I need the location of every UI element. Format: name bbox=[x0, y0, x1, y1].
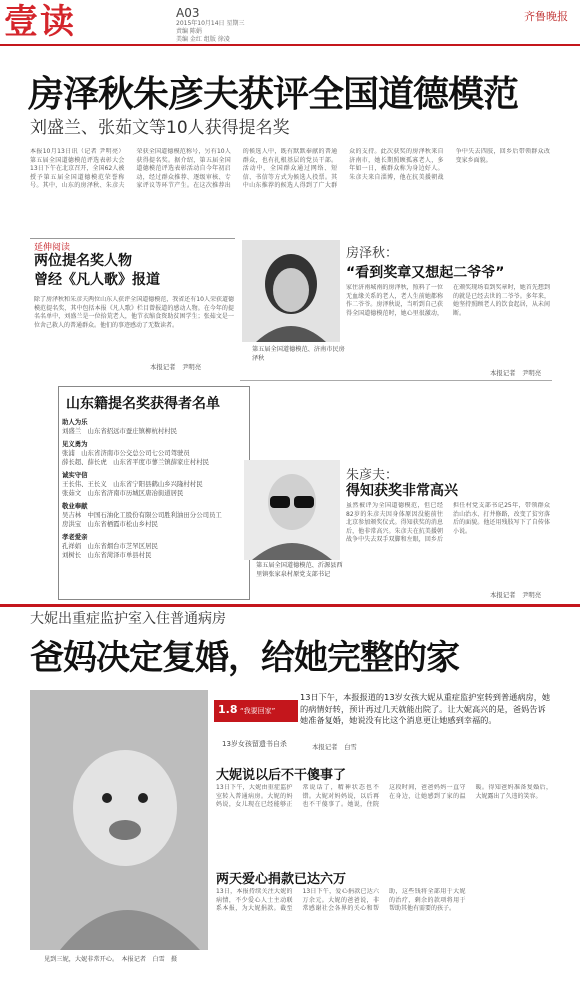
profile2-kicker: 朱彦夫： bbox=[346, 468, 399, 483]
extended-reading-label: 延伸阅读 bbox=[34, 243, 71, 253]
profile2-byline: 本报记者 尹明亮 bbox=[490, 591, 542, 599]
awards-list bbox=[62, 418, 244, 560]
story2-section2-body: 13日，本报持续关注大妮的病情，不少爱心人士主动联系本报，为大妮捐款。截至13日下午，爱心捐款已达六万余元。大妮的爸爸说，非常感谢社会各界的关心和帮助，这些钱将全部用于大妮的治疗，剩余的款项将用于帮助其他有需要的孩子。 bbox=[216, 888, 466, 913]
story2-section2-title: 两天爱心捐款已达六万 bbox=[216, 872, 347, 887]
awards-category bbox=[62, 418, 244, 436]
portrait-photo-fang bbox=[242, 240, 340, 342]
masthead-info bbox=[176, 20, 244, 44]
top-rule bbox=[0, 44, 580, 46]
category-people: 吴吉林 中国石油化工股份有限公司胜利油田分公司员工 房洪宝 山东省栖霞市松山乡村民 bbox=[62, 511, 222, 528]
story2-headline: 爸妈决定复婚，给她完整的家 bbox=[30, 638, 459, 678]
lead-subhead: 刘盛兰、张茹文等10人获得提名奖 bbox=[30, 118, 290, 138]
category-name: 见义勇为 bbox=[62, 440, 88, 448]
extended-reading-body: 除了房泽秋和朱彦夫两位山东人获评全国道德模范，我省还有10人荣获道德模范提名奖，其中包括本报《凡人歌》栏目曾报道的感动人物。在今年的提名名单中，刘盛兰是一位拾荒老人，他节衣缩食资助贫困学生；张茹文是一位舍己救人的普通群众。他们的事迹感动了无数读者。 bbox=[34, 296, 234, 329]
middle-rule bbox=[0, 604, 580, 607]
awards-category bbox=[62, 533, 244, 560]
profile1-byline: 本报记者 尹明亮 bbox=[490, 369, 542, 377]
story2-section1-title: 大妮说以后不干傻事了 bbox=[216, 768, 347, 783]
paper-name: 齐鲁晚报 bbox=[524, 10, 568, 23]
category-people: 孔祥娟 山东省烟台市芝罘区居民 刘树长 山东省菏泽市单县村民 bbox=[62, 542, 158, 559]
section-divider bbox=[240, 380, 552, 381]
story2-byline: 本报记者 白雪 bbox=[312, 743, 357, 751]
extended-reading-title bbox=[34, 252, 160, 290]
category-name: 诚实守信 bbox=[62, 471, 88, 479]
portrait-illustration bbox=[242, 240, 340, 342]
portrait-illustration bbox=[244, 460, 340, 560]
photo-caption-fang: 第五届全国道德模范、济南市民房泽秋 bbox=[252, 346, 345, 362]
badge-caption: 13岁女孩留遗书自杀 bbox=[222, 740, 287, 748]
profile1-title: “看到奖章又想起二爷爷” bbox=[346, 265, 505, 281]
editor-line: 责编 陈娟 bbox=[176, 28, 202, 35]
lead-headline: 房泽秋朱彦夫获评全国道德模范 bbox=[28, 73, 519, 115]
lead-body: 本报10月13日讯（记者 尹明亮）第五届全国道德模范评选表彰大会13日下午在北京召开，全国62人被授予第五届全国道德模范荣誉称号。其中，山东的房泽秋、朱彦夫荣获全国道德模范称号，另有10人获得提名奖。据介绍，第五届全国道德模范评选表彰活动自今年初启动，经过群众推荐、逐级审核、专家评议等环节产生。在这次推荐出的候选人中，既有默默奉献的普通群众，也有扎根基层的党员干部。活动中，全国群众通过网络、短信、书信等方式为候选人投票。其中山东推荐的候选人得到了广大群众的支持。此次获奖的房泽秋来自济南市，她长期照顾孤寡老人，多年如一日，被群众称为身边好人。朱彦夫来自淄博，他在抗美援朝战争中失去四肢，回乡后带领群众改变家乡面貌。 bbox=[30, 148, 550, 190]
category-people: 王长伟、王长义 山东省宁阳县鹤山乡兴隆村村民 张茹文 山东省济南市历城区唐冶街道居民 bbox=[62, 480, 203, 497]
extended-reading-title-line1: 两位提名奖人物 bbox=[34, 253, 132, 269]
badge-date: 1.8 bbox=[218, 703, 238, 716]
category-name: 孝老爱亲 bbox=[62, 533, 88, 541]
category-people: 张浦 山东省济南市公交总公司七公司驾驶员 薛长超、薛长虎 山东省平度市蓼兰镇薛家庄村村民 bbox=[62, 449, 209, 466]
awards-category bbox=[62, 502, 244, 529]
category-name: 敬业奉献 bbox=[62, 502, 88, 510]
extended-reading-byline: 本报记者 尹明亮 bbox=[150, 363, 202, 371]
baby-photo-caption: 见到三妮，大妮非常开心。 本报记者 白雪 摄 bbox=[44, 956, 178, 963]
story2-kicker: 大妮出重症监护室入住普通病房 bbox=[30, 611, 226, 627]
category-name: 助人为乐 bbox=[62, 418, 88, 426]
awards-category bbox=[62, 471, 244, 498]
profile2-body: 虽然被评为全国道德模范，但已经82岁的朱彦夫因身体原因没能前往北京参加颁奖仪式。得知获奖的消息后，他非常高兴。朱彦夫在抗美援朝战争中失去双手双脚和左眼，回乡后担任村党支部书记25年，带领群众治山治水、打井修路，改变了贫穷落后的面貌。他还用残肢写下了自传体小说。 bbox=[346, 502, 550, 544]
story2-section1-body: 13日下午，大妮由重症监护室转入普通病房。大妮的妈妈说，女儿现在已经能够正常说话了，精神状态也不错。大妮对妈妈说，以后再也不干傻事了。她说，住院这段时间，爸爸妈妈一直守在身边，让她感到了家的温暖。得知爸妈准备复婚后，大妮露出了久违的笑容。 bbox=[216, 784, 552, 809]
section-logo: 壹读 bbox=[4, 2, 76, 42]
portrait-photo-zhu bbox=[244, 460, 340, 560]
design-line: 美编 金红 组版 徐凌 bbox=[176, 36, 230, 43]
story2-intro: 13日下午，本报报道的13岁女孩大妮从重症监护室转到普通病房，她的病情好转，预计再过几天就能出院了。让大妮高兴的是，爸妈告诉她准备复婚，她说没有比这个消息更让她感到幸福的。 bbox=[300, 692, 551, 725]
awards-category bbox=[62, 440, 244, 467]
profile1-body: 家住济南城南的房泽秋，照料了一位无血缘关系的老人，老人生前她都称作二爷爷。房泽秋说，当听到自己获得全国道德模范时，她心里很激动，在颁奖现场看到奖章时，她首先想到的就是已经去世的二爷爷。多年来，她坚持照顾老人的饮食起居，从未间断。 bbox=[346, 284, 550, 317]
date-line: 2015年10月14日 星期三 bbox=[176, 20, 245, 27]
profile1-kicker: 房泽秋： bbox=[346, 246, 399, 261]
extended-reading-rule bbox=[30, 238, 235, 239]
related-story-badge bbox=[214, 700, 298, 722]
page-number: A03 bbox=[176, 6, 200, 20]
badge-text: “我要回家” bbox=[240, 707, 276, 715]
category-people: 刘盛兰 山东省招远市蚕庄镇柳杭村村民 bbox=[62, 427, 178, 435]
profile2-title: 得知获奖非常高兴 bbox=[346, 483, 458, 499]
baby-photo bbox=[30, 690, 208, 950]
extended-reading-title-line2: 曾经《凡人歌》报道 bbox=[34, 272, 160, 288]
awards-title: 山东籍提名奖获得者名单 bbox=[66, 396, 220, 412]
baby-photo-illustration bbox=[30, 690, 208, 950]
photo-caption-zhu: 第五届全国道德模范、沂源县西里镇张家泉村原党支部书记 bbox=[256, 562, 343, 578]
